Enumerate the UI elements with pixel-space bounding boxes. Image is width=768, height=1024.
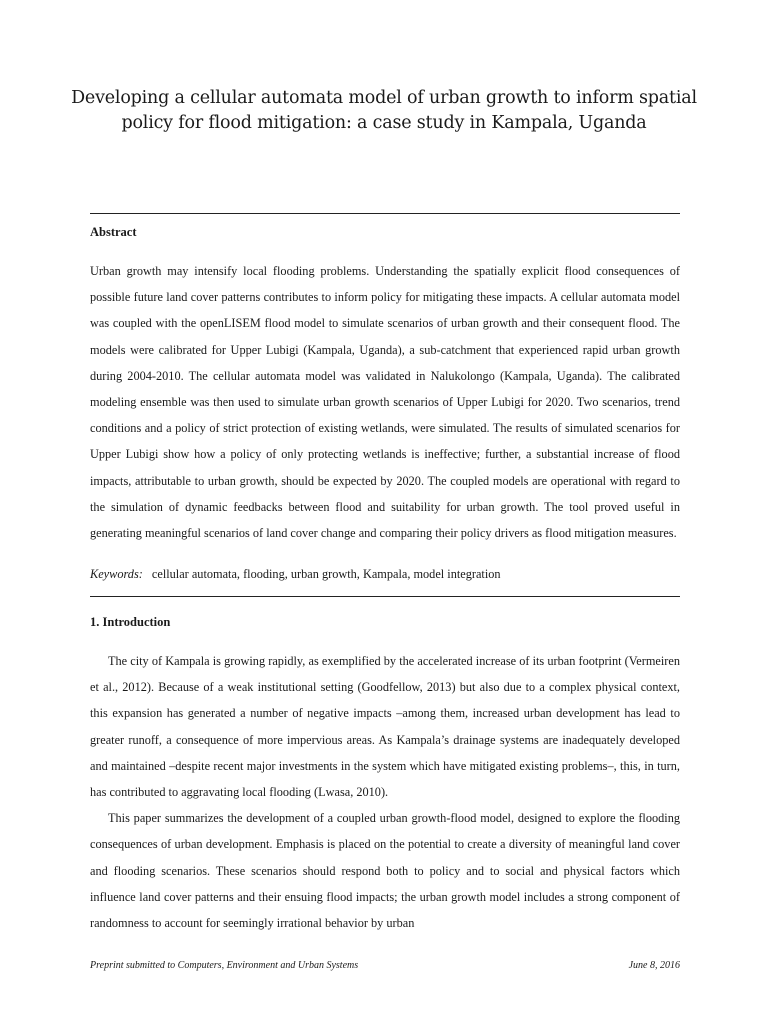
intro-paragraph-2: This paper summarizes the development of a coupled urban growth-flood model, designed to explore the flooding consequences of urban development. Emphasis is placed on the potential to create a diversity of meaningful land cover and flooding scenarios. These scenarios should respond both to policy and to social and physical factors which influence land cover patterns and their ensuing flood impacts; the urban growth model includes a strong component of randomness to account for seemingly irrational behavior by urban <box>90 811 680 931</box>
introduction-body <box>90 648 680 936</box>
keywords-label: Keywords: <box>90 567 143 581</box>
paper-title: Developing a cellular automata model of urban growth to inform spatial policy for flood mitigation: a case study in Kampala, Uganda <box>71 88 697 133</box>
abstract-text: Urban growth may intensify local flooding problems. Understanding the spatially explicit flood consequences of possible future land cover patterns contributes to inform policy for mitigating these impacts. A cellular automata model was coupled with the openLISEM flood model to simulate scenarios of urban growth and their consequent flood. The models were calibrated for Upper Lubigi (Kampala, Uganda), a sub-catchment that experienced rapid urban growth during 2004-2010. The cellular automata model was validated in Nalukolongo (Kampala, Uganda). The calibrated modeling ensemble was then used to simulate urban growth scenarios of Upper Lubigi for 2020. Two scenarios, trend conditions and a policy of strict protection of existing wetlands, were simulated. The results of simulated scenarios for Upper Lubigi show how a policy of only protecting wetlands is ineffective; further, a substantial increase of flood impacts, attributable to urban growth, should be expected by 2020. The coupled models are operational with regard to the simulation of dynamic feedbacks between flood and suitability for urban growth. The tool proved useful in generating meaningful scenarios of land cover change and comparing their policy drivers as flood mitigation measures. <box>90 264 680 541</box>
preprint-footer: Preprint submitted to Computers, Environment and Urban Systems <box>90 960 359 971</box>
top-divider <box>90 213 680 214</box>
bottom-divider <box>90 596 680 597</box>
introduction-heading: 1. Introduction <box>90 615 171 629</box>
intro-paragraph-1: The city of Kampala is growing rapidly, as exemplified by the accelerated increase of its urban footprint (Vermeiren et al., 2012). Because of a weak institutional setting (Goodfellow, 2013) but also due to a complex physical context, this expansion has generated a number of negative impacts –among them, increased urban development has lead to greater runoff, a consequence of more impervious areas. As Kampala’s drainage systems are inadequately developed and maintained –despite recent major investments in the system which have mitigated existing problems–, this, in turn, has contributed to aggravating local flooding (Lwasa, 2010). <box>90 654 680 800</box>
keywords-line <box>90 565 680 583</box>
date-footer: June 8, 2016 <box>628 960 680 971</box>
keywords-list: cellular automata, flooding, urban growth, Kampala, model integration <box>151 567 501 581</box>
abstract-heading: Abstract <box>90 225 137 239</box>
